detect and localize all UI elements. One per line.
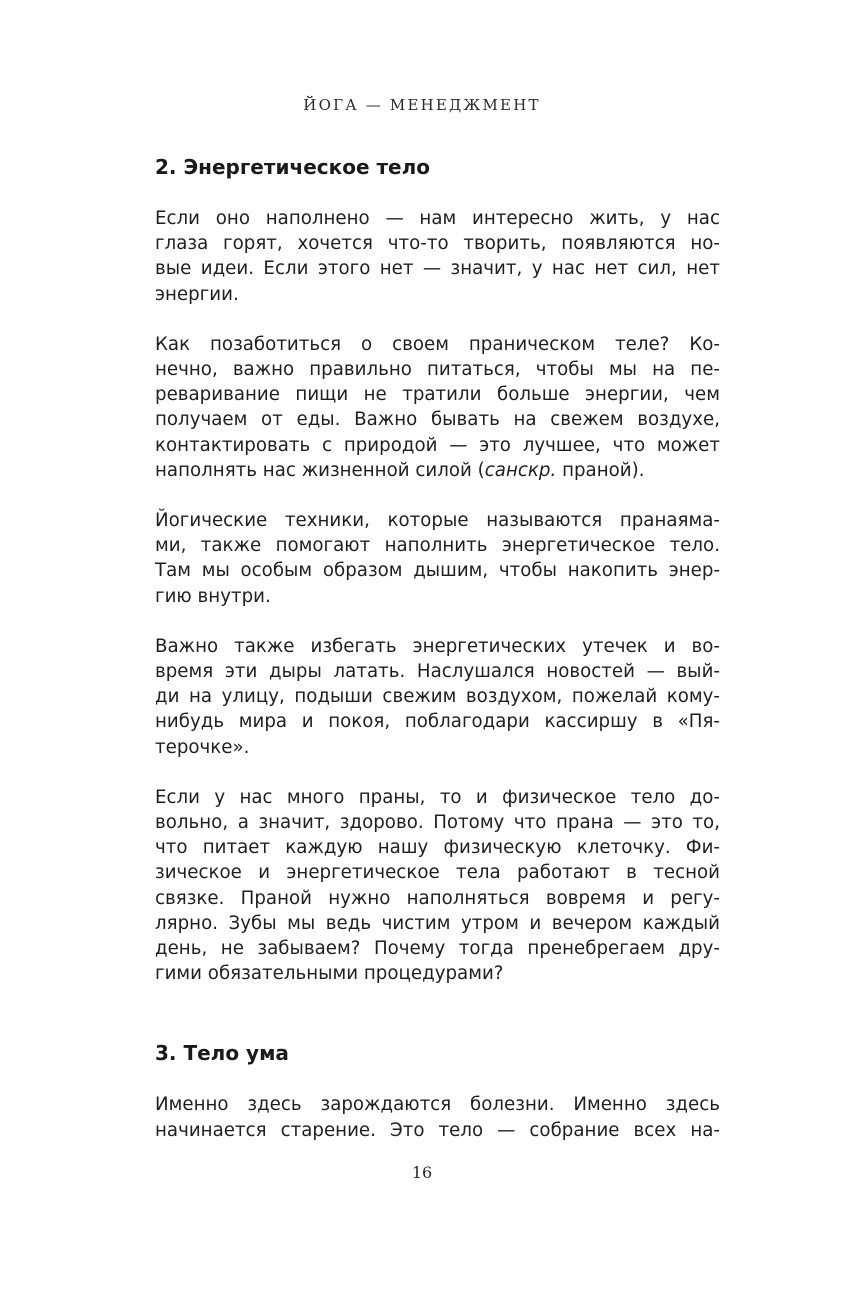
text-line: Йогические техники, которые называются пранаямa- <box>155 510 720 532</box>
section-2-heading: 2. Энергетическое тело <box>155 155 431 179</box>
text-line: гими обязательными процедурами? <box>155 963 504 985</box>
text-line: нибудь мира и покоя, поблагодари кассиршу в «Пя- <box>155 711 720 733</box>
text-line: ми, также помогают наполнить энергетическое тело. <box>155 535 720 557</box>
paragraph <box>155 1092 720 1142</box>
text-line: вольно, а значит, здорово. Потому что прана — это то, <box>155 812 720 834</box>
text-line: реваривание пищи не тратили больше энергии, чем <box>155 384 720 406</box>
text-line: время эти дыры латать. Наслушался новостей — вый- <box>155 661 720 683</box>
text-line: контактировать с природой — это лучшее, что может <box>155 434 720 456</box>
text-fragment: наполнять нас жизненной силой ( <box>155 459 485 481</box>
text-line: день, не забываем? Почему тогда пренебрегаем дру- <box>155 938 720 960</box>
text-line: вые идеи. Если этого нет — значит, у нас нет сил, нет <box>155 258 720 280</box>
text-line: получаем от еды. Важно бывать на свежем воздухе, <box>155 409 720 431</box>
page-number: 16 <box>411 1163 433 1182</box>
text-line: терочке». <box>155 736 250 758</box>
text-line <box>155 458 720 483</box>
text-line: связке. Праной нужно наполняться вовремя и регу- <box>155 887 720 909</box>
paragraph <box>155 206 720 307</box>
text-line: Именно здесь зарождаются болезни. Именно здесь <box>155 1094 720 1116</box>
italic-abbreviation: санскр. <box>484 459 557 481</box>
paragraph <box>155 332 720 483</box>
running-head: ЙОГА — МЕНЕДЖМЕНТ <box>303 96 541 114</box>
text-line: энергии. <box>155 283 239 305</box>
paragraph <box>155 508 720 609</box>
paragraph <box>155 785 720 987</box>
text-line: глаза горят, хочется что-то творить, появляются но- <box>155 233 720 255</box>
text-line: гию внутри. <box>155 585 271 607</box>
text-line: начинается старение. Это тело — собрание всех на- <box>155 1119 720 1141</box>
page-body <box>155 150 720 1143</box>
text-line: Если оно наполнено — нам интересно жить, у нас <box>155 208 720 229</box>
text-line: Там мы особым образом дышим, чтобы накопить энер- <box>155 560 720 582</box>
paragraph <box>155 634 720 760</box>
text-line: Важно также избегать энергетических утечек и во- <box>155 635 720 657</box>
text-line: зическое и энергетическое тела работают в тесной <box>155 862 720 884</box>
text-line: что питает каждую нашу физическую клеточку. Фи- <box>155 837 720 859</box>
text-line: лярно. Зубы мы ведь чистим утром и вечером каждый <box>155 912 720 934</box>
text-fragment: праной). <box>556 459 645 481</box>
text-line: Как позаботиться о своем праническом теле? Ко- <box>155 333 720 355</box>
text-line: нечно, важно правильно питаться, чтобы мы на пе- <box>155 359 720 381</box>
section-3-heading: 3. Тело ума <box>155 1041 289 1066</box>
text-line: Если у нас много праны, то и физическое тело до- <box>155 786 720 808</box>
text-line: ди на улицу, подыши свежим воздухом, пожелай кому- <box>155 686 720 708</box>
